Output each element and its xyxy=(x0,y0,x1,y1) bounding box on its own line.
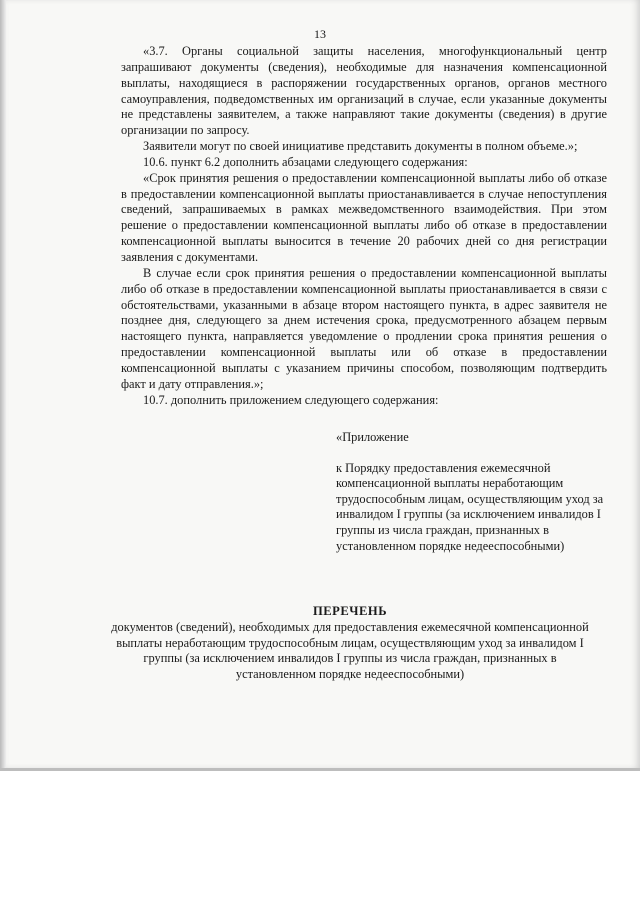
paragraph-decision-term: «Срок принятия решения о предоставлении компенсационной выплаты либо об отказе в предоставлении компенсационной выплаты приостанавливается в случае непоступления сведений, запрашиваемых в рамках межведомственного взаимодействия. При этом решение о предоставлении компенсационной выплаты либо об отказе в предоставлении компенсационной выплаты выносится в течение 20 рабочих дней со дня регистрации заявления с документами. xyxy=(121,170,607,264)
appendix-reference: к Порядку предоставления ежемесячной компенсационной выплаты неработающим трудоспособным лицам, осуществляющим уход за инвалидом I группы (за исключением инвалидов I группы из числа граждан, признанных в установленном порядке недееспособными) xyxy=(336,460,604,553)
paragraph-suspension: В случае если срок принятия решения о предоставлении компенсационной выплаты либо об отказе в предоставлении компенсационной выплаты приостанавливается в связи с обстоятельствами, указанными в абзаце втором настоящего пункта, в адрес заявителя не позднее дня, следующего за днем истечения срока, предусмотренного абзацем первым настоящего пункта, направляется уведомление о продлении срока принятия решения о предоставлении компенсационной выплаты или об отказе в предоставлении компенсационной выплаты с указанием причины способом, позволяющим подтвердить факт и дату отправления.»; xyxy=(121,265,607,391)
document-body xyxy=(121,44,607,408)
appendix-heading: «Приложение xyxy=(336,430,409,444)
paragraph-applicants: Заявители могут по своей инициативе представить документы в полном объеме.»; xyxy=(143,139,578,154)
paragraph-10-6: 10.6. пункт 6.2 дополнить абзацами следующего содержания: xyxy=(143,154,468,169)
list-subtitle: документов (сведений), необходимых для предоставления ежемесячной компенсационной выплаты неработающим трудоспособным лицам, осуществляющим уход за инвалидом I группы (за исключением инвалидов I группы из числа граждан, признанных в установленном порядке недееспособными) xyxy=(111,620,589,681)
paragraph-10-7: 10.7. дополнить приложением следующего содержания: xyxy=(143,392,439,407)
paragraph-3-7: «3.7. Органы социальной защиты населения, многофункциональный центр запрашивают документы (сведения), необходимые для назначения компенсационной выплаты, находящиеся в распоряжении государственных органов, органов местного самоуправления, подведомственных им организаций в случае, если указанные документы не представлены заявителем, а также направляют такие документы (сведения) в другие организации по запросу. xyxy=(121,44,607,138)
list-title: ПЕРЕЧЕНЬ xyxy=(312,604,388,618)
appendix-block xyxy=(336,430,616,554)
page-edge-shadow xyxy=(0,0,6,768)
page-number: 13 xyxy=(314,27,326,41)
